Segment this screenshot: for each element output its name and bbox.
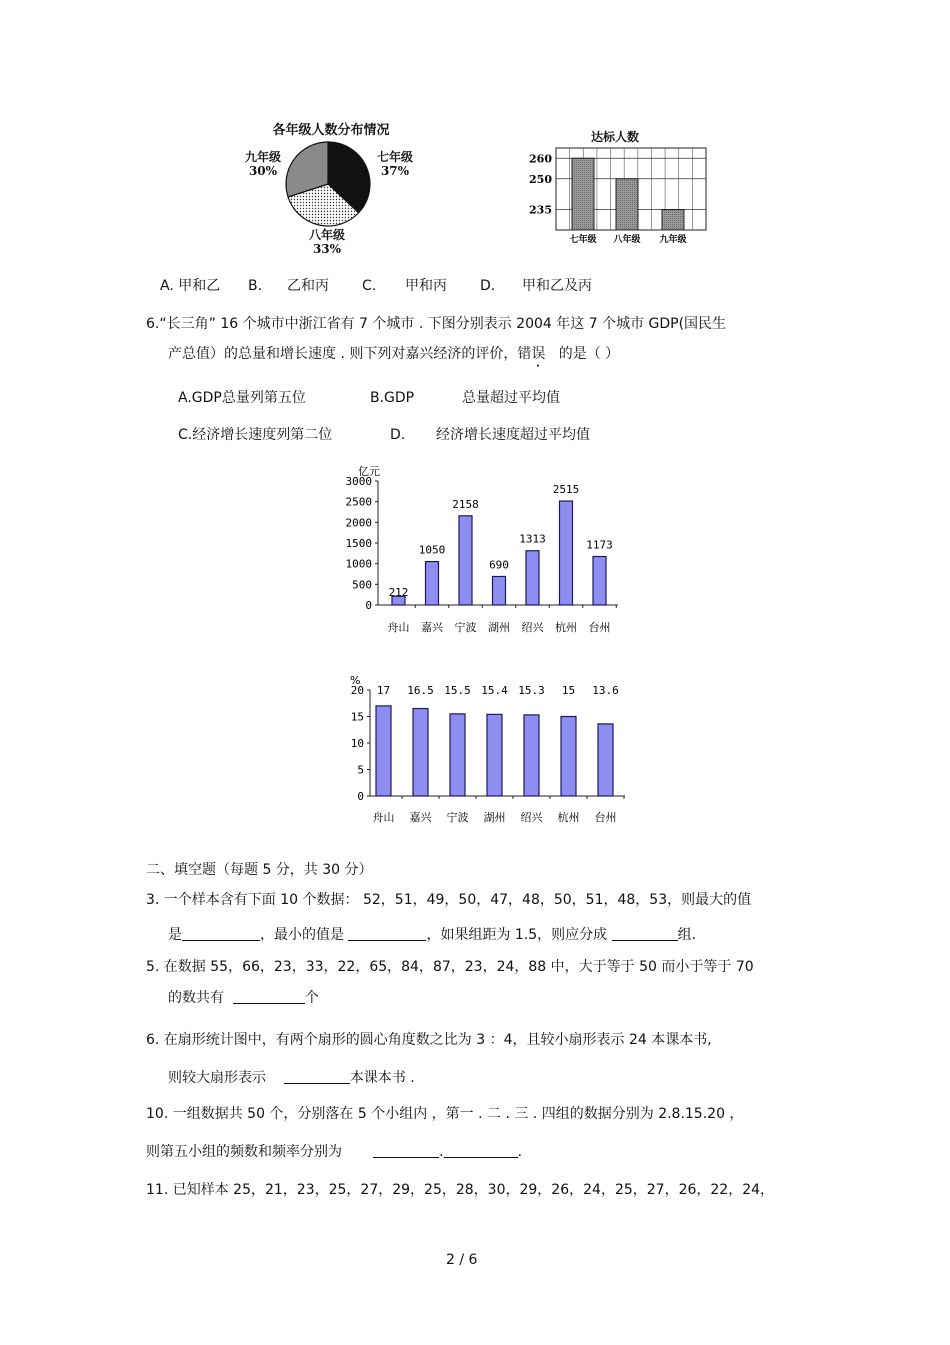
chart-data-label: 1173 xyxy=(586,538,613,552)
q6-option-d-label: D. xyxy=(390,427,406,443)
chart-ylabel: 亿元 xyxy=(358,465,380,478)
chart-ytick-label: 0 xyxy=(365,599,372,612)
q3-blank-min[interactable] xyxy=(348,925,426,941)
q5fill-line1: 5. 在数据 55，66，23，33，22，65，84，87，23，24，88 中，大于等于 50 而小于等于 70 xyxy=(146,959,754,975)
q10-blank-rate[interactable] xyxy=(444,1142,518,1158)
q10-text-a: 则第五小组的频数和频率分别为 xyxy=(146,1144,342,1160)
chart-category-label: 嘉兴 xyxy=(409,811,432,824)
chart-data-label: 16.5 xyxy=(407,684,434,697)
q5-option-c-text: 甲和丙 xyxy=(405,278,447,294)
chart-category-label: 宁波 xyxy=(446,811,469,824)
q5-option-d-text: 甲和乙及丙 xyxy=(522,278,592,294)
q6-stem-line2 xyxy=(168,344,619,370)
pie-label-ba xyxy=(302,228,352,256)
q6-option-c: C.经济增长速度列第二位 xyxy=(178,427,333,443)
q6fill-line1: 6. 在扇形统计图中，有两个扇形的圆心角度数之比为 3 ：4，且较小扇形表示 24 本课本书, xyxy=(146,1032,712,1048)
q10-line2 xyxy=(146,1142,522,1162)
small-bar-xlabel: 九年级 xyxy=(659,235,687,245)
pie-label-qi-pct: 37% xyxy=(380,164,410,178)
q10-line1: 10. 一组数据共 50 个，分别落在 5 个小组内 ，第一 . 二 . 三 . 四组的数据分别为 2.8.15.20 ， xyxy=(146,1106,744,1122)
small-bar-xlabel: 七年级 xyxy=(569,235,597,245)
chart-data-label: 15.4 xyxy=(481,684,508,697)
q6fill-line2 xyxy=(168,1068,415,1088)
chart-category-label: 台州 xyxy=(588,621,611,634)
gdp-growth-chart xyxy=(330,672,630,832)
chart-data-label: 1313 xyxy=(519,532,546,546)
chart-category-label: 舟山 xyxy=(372,811,395,824)
q3-text-a: 是 xyxy=(168,927,182,943)
q3-line1: 3. 一个样本含有下面 10 个数据： 52，51，49，50，47，48，50，51，48，53，则最大的值 xyxy=(146,892,752,908)
small-bar-title: 达标人数 xyxy=(590,130,639,144)
q3-blank-max[interactable] xyxy=(182,925,260,941)
chart-bar xyxy=(561,717,576,797)
chart-bar xyxy=(524,715,539,796)
chart-ytick-label: 15 xyxy=(350,710,364,724)
q5-option-b-text: 乙和丙 xyxy=(287,278,329,294)
chart-ytick-label: 1000 xyxy=(345,557,372,571)
q10-text-c: . xyxy=(517,1144,523,1160)
pie-label-ba-pct: 33% xyxy=(312,242,342,256)
chart-bar xyxy=(526,551,539,605)
q10-blank-freq[interactable] xyxy=(373,1142,439,1158)
chart-bar xyxy=(376,706,391,796)
q3-text-d: 组. xyxy=(677,927,697,943)
q10-text-b: . xyxy=(439,1144,444,1160)
chart-category-label: 杭州 xyxy=(555,621,577,634)
small-bar-chart xyxy=(520,126,710,250)
chart-bar xyxy=(560,501,573,605)
pie-title: 各年级人数分布情况 xyxy=(272,123,390,138)
q5-option-c-label: C. xyxy=(362,278,377,294)
chart-data-label: 13.6 xyxy=(592,684,619,697)
chart-data-label: 2158 xyxy=(452,497,479,511)
chart-ytick-label: 1500 xyxy=(345,537,372,550)
chart-data-label: 15.5 xyxy=(444,684,471,697)
pie-label-qi-name: 七年级 xyxy=(376,150,413,164)
q6-option-b-text: 总量超过平均值 xyxy=(462,390,560,406)
chart-bar xyxy=(493,576,506,605)
gdp-total-chart xyxy=(330,458,630,643)
q6fill-text-a: 则较大扇形表示 xyxy=(168,1070,266,1086)
chart-data-label: 1050 xyxy=(418,543,446,557)
chart-data-label: 17 xyxy=(376,684,391,697)
small-bar-ytick: 250 xyxy=(529,172,552,186)
pie-label-jiu xyxy=(240,150,286,178)
small-bar-bar xyxy=(662,210,684,231)
q5-option-d-label: D. xyxy=(480,278,496,294)
chart-data-label: 2515 xyxy=(552,483,580,497)
chart-ytick-label: 20 xyxy=(350,684,364,697)
chart-bar xyxy=(487,714,502,796)
chart-bar xyxy=(426,562,439,605)
chart-bar xyxy=(459,516,472,605)
q6-stem-line2-c: 的是（ ） xyxy=(558,346,620,362)
q6-option-b-label: B.GDP xyxy=(370,390,415,406)
chart-category-label: 湖州 xyxy=(488,621,510,634)
chart-category-label: 绍兴 xyxy=(521,621,544,634)
section2-heading: 二、填空题（每题 5 分，共 30 分） xyxy=(146,862,373,878)
chart-ytick-label: 2000 xyxy=(345,516,372,530)
chart-bar xyxy=(593,557,606,605)
q5-options xyxy=(160,276,220,296)
chart-ytick-label: 2500 xyxy=(345,495,372,509)
pie-label-jiu-name: 九年级 xyxy=(244,150,281,164)
chart-data-label: 15.3 xyxy=(518,684,545,697)
q5-option-a: A. 甲和乙 xyxy=(160,278,221,294)
chart-bar xyxy=(598,724,613,796)
pie-label-ba-name: 八年级 xyxy=(308,228,345,242)
chart-ytick-label: 3000 xyxy=(345,475,372,488)
q6-option-d-text: 经济增长速度超过平均值 xyxy=(436,427,590,443)
chart-ytick-label: 5 xyxy=(357,763,364,777)
chart-ytick-label: 10 xyxy=(350,737,364,750)
q5fill-blank[interactable] xyxy=(233,988,305,1004)
q5fill-line2 xyxy=(168,988,319,1008)
q3-text-b: ，最小的值是 xyxy=(260,927,344,943)
chart-category-label: 杭州 xyxy=(557,811,580,824)
small-bar-figure xyxy=(520,126,710,250)
small-bar-bar xyxy=(616,179,638,230)
chart-bar xyxy=(450,714,465,796)
chart-data-label: 212 xyxy=(388,586,409,600)
q6-stem-line1: 6.“长三角” 16 个城市中浙江省有 7 个城市 . 下图分别表示 2004 年这 7 个城市 GDP(国民生 xyxy=(146,316,727,332)
q5fill-text-b: 个 xyxy=(304,990,319,1006)
pie-label-jiu-pct: 30% xyxy=(248,164,278,178)
q5-option-b-label: B. xyxy=(248,278,263,294)
q6-stem-line2-a: 产总值）的总量和增长速度 . 则下列对嘉兴经济的评价，错 xyxy=(168,346,532,362)
small-bar-xlabel: 八年级 xyxy=(613,235,641,245)
chart-bar xyxy=(413,709,428,796)
chart-category-label: 舟山 xyxy=(387,621,410,634)
chart-category-label: 嘉兴 xyxy=(421,621,443,634)
chart-category-label: 台州 xyxy=(594,811,617,824)
chart-category-label: 湖州 xyxy=(483,811,506,824)
page-number: 2 / 6 xyxy=(446,1252,478,1268)
chart-category-label: 绍兴 xyxy=(520,811,543,824)
q6-stem-emphasis: 误 xyxy=(531,346,546,362)
chart-data-label: 15 xyxy=(561,684,576,697)
small-bar-ytick: 235 xyxy=(529,203,552,217)
chart-ytick-label: 500 xyxy=(352,578,372,592)
q6fill-blank[interactable] xyxy=(284,1068,350,1084)
chart-data-label: 690 xyxy=(489,558,509,572)
chart-ylabel: % xyxy=(350,674,361,687)
q5fill-text-a: 的数共有 xyxy=(168,990,224,1006)
q3-text-c: ，如果组距为 1.5，则应分成 xyxy=(426,927,608,943)
pie-figure xyxy=(236,120,426,262)
pie-label-qi xyxy=(370,150,420,178)
small-bar-bar xyxy=(572,158,594,230)
q3-line2 xyxy=(168,925,696,945)
chart-category-label: 宁波 xyxy=(454,621,477,634)
q11-line1: 11. 已知样本 25，21，23，25，27，29，25，28，30，29，26，24，25，27，26，22，24， xyxy=(146,1182,775,1198)
q6fill-text-b: 本课本书 . xyxy=(349,1070,415,1086)
chart-ytick-label: 0 xyxy=(357,790,364,803)
small-bar-ytick: 260 xyxy=(529,152,552,166)
q3-blank-groups[interactable] xyxy=(612,925,678,941)
q6-option-a: A.GDP总量列第五位 xyxy=(178,390,306,406)
